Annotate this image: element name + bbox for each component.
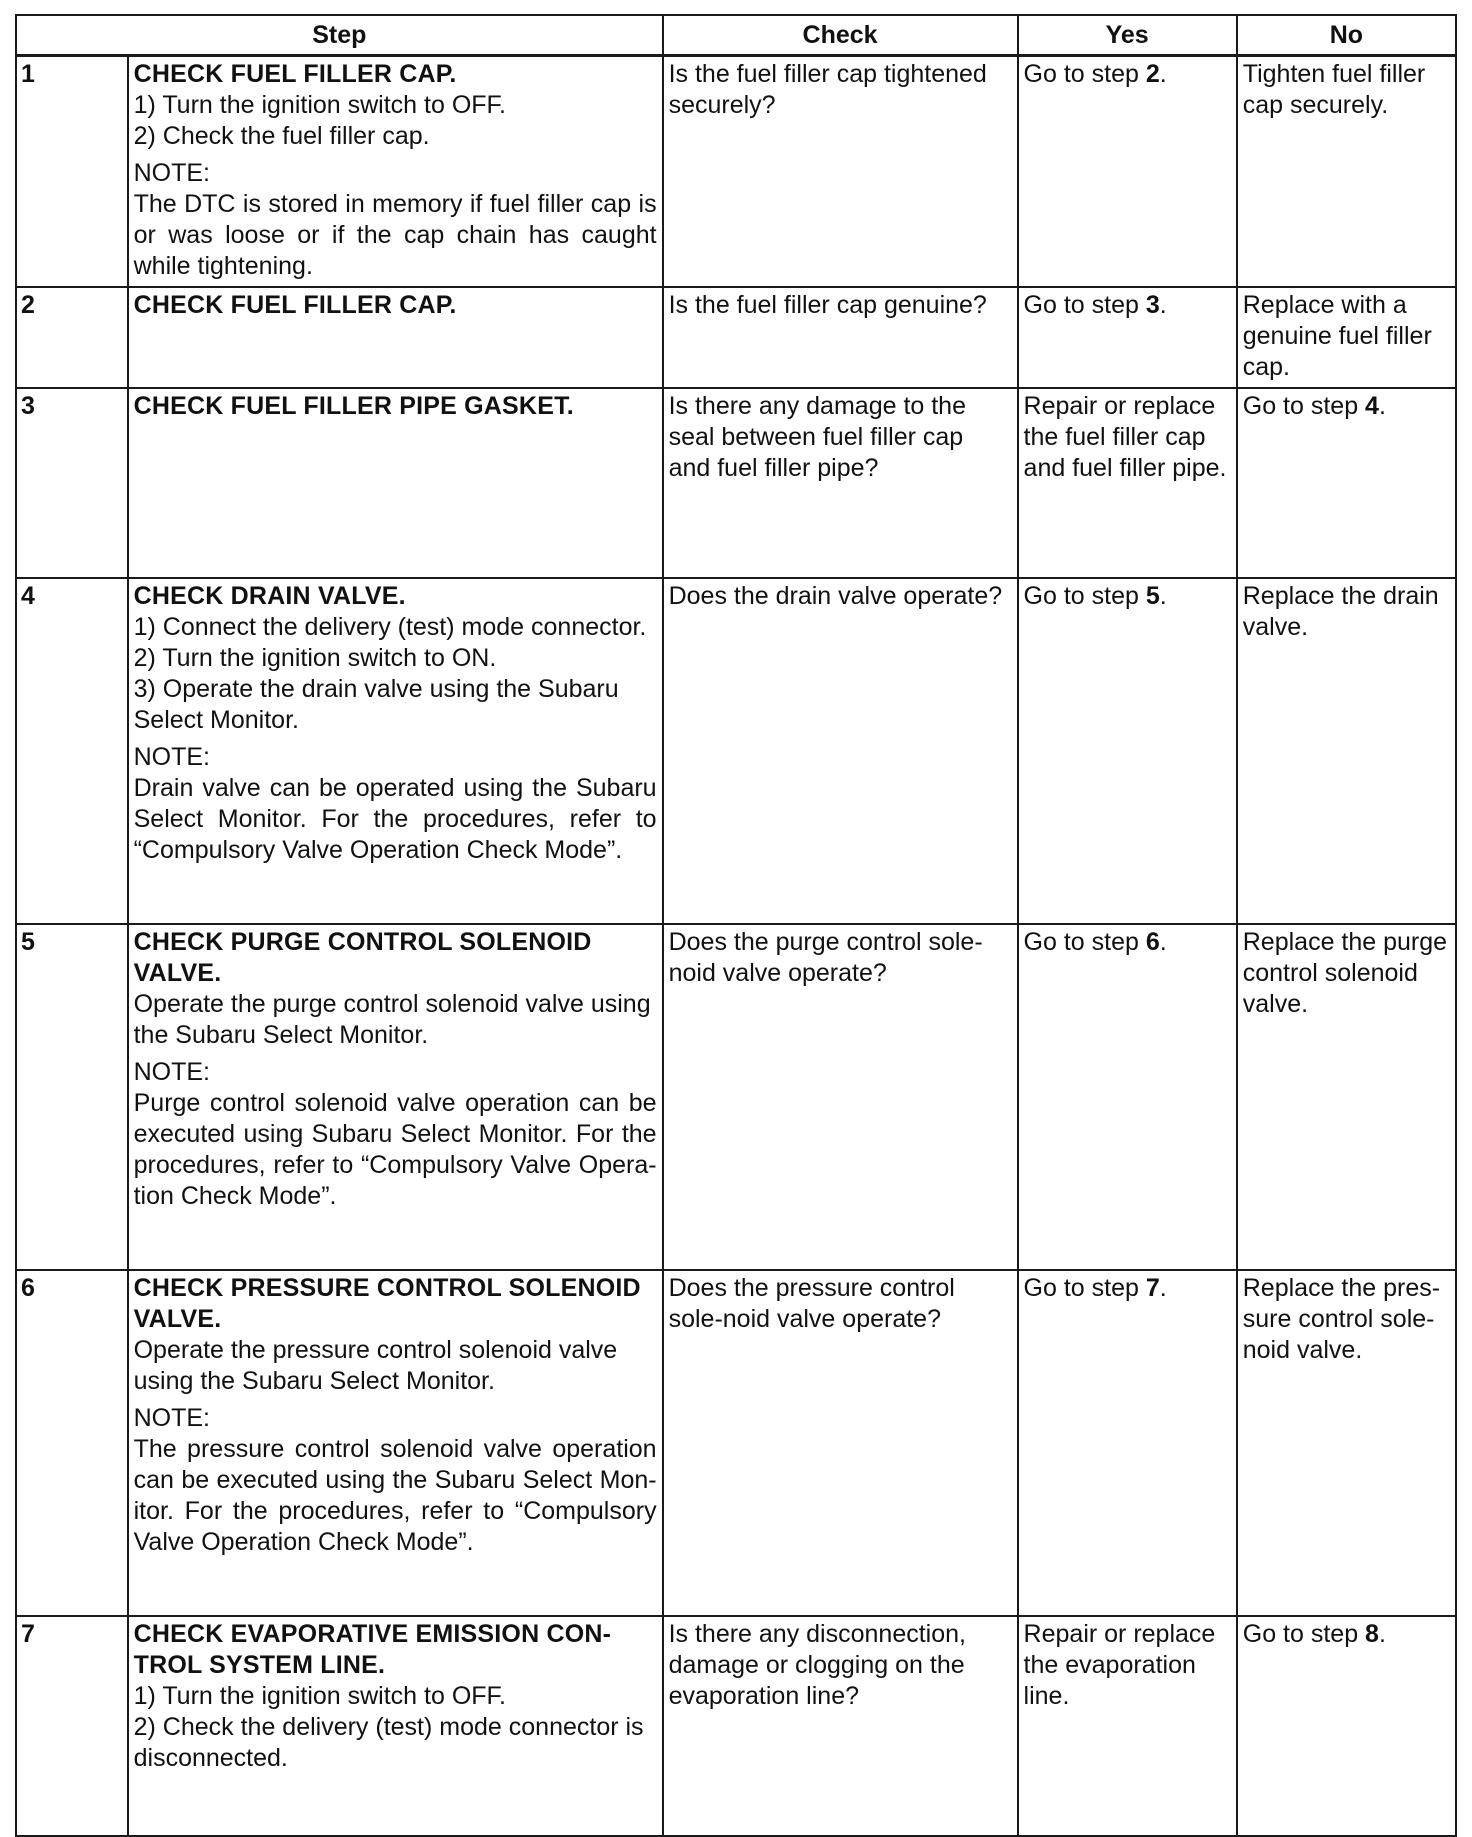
punctuation: . xyxy=(1159,60,1167,88)
note-label: NOTE: xyxy=(133,159,211,187)
step-title: CHECK DRAIN VALVE. xyxy=(133,582,406,610)
step-instruction: 2) Check the fuel filler cap. xyxy=(133,122,430,150)
no-cell xyxy=(1237,287,1456,388)
table-header-row xyxy=(16,15,1456,56)
check-cell xyxy=(663,287,1018,388)
check-question: Is the fuel filler cap genuine? xyxy=(668,291,987,319)
yes-action: Repair or replace the evaporation line. xyxy=(1023,1620,1216,1710)
step-reference: 5 xyxy=(1145,582,1160,610)
step-instruction: Operate the pressure control solenoid valve using the Subaru Select Monitor. xyxy=(133,1336,618,1395)
note-text: Drain valve can be operated using the Subaru Select Monitor. For the procedures, refer to “Compulsory Valve Operation Check Mode”. xyxy=(133,774,657,864)
no-cell xyxy=(1237,388,1456,578)
step-instruction: 1) Turn the ignition switch to OFF. xyxy=(133,1682,506,1710)
step-instruction: 3) Operate the drain valve using the Subaru Select Monitor. xyxy=(133,675,619,734)
header-yes: Yes xyxy=(1018,15,1237,56)
check-question: Is there any damage to the seal between fuel filler cap and fuel filler pipe? xyxy=(668,392,966,482)
no-action: Replace with a genuine fuel filler cap. xyxy=(1242,291,1432,381)
no-cell xyxy=(1237,578,1456,924)
step-number: 2 xyxy=(16,287,128,388)
step-title: CHECK PRESSURE CONTROL SOLENOID VALVE. xyxy=(133,1274,641,1333)
step-title: CHECK FUEL FILLER CAP. xyxy=(133,291,457,319)
yes-cell xyxy=(1018,287,1237,388)
check-question: Does the drain valve operate? xyxy=(668,582,1003,610)
yes-action: Go to step xyxy=(1023,582,1146,610)
yes-action: Go to step xyxy=(1023,1274,1146,1302)
note-label: NOTE: xyxy=(133,743,211,771)
header-step: Step xyxy=(16,15,663,56)
yes-cell xyxy=(1018,1270,1237,1616)
check-cell xyxy=(663,924,1018,1270)
step-description xyxy=(128,1616,663,1836)
step-reference: 3 xyxy=(1145,291,1160,319)
step-instruction: 2) Turn the ignition switch to ON. xyxy=(133,644,497,672)
step-title: CHECK FUEL FILLER PIPE GASKET. xyxy=(133,392,574,420)
no-action: Replace the drain valve. xyxy=(1242,582,1439,641)
step-reference: 6 xyxy=(1145,928,1160,956)
yes-action: Go to step xyxy=(1023,291,1146,319)
diagnostic-procedure-table xyxy=(15,14,1457,1837)
step-number: 7 xyxy=(16,1616,128,1836)
step-description xyxy=(128,388,663,578)
punctuation: . xyxy=(1378,392,1386,420)
no-action: Go to step xyxy=(1242,1620,1366,1648)
yes-cell xyxy=(1018,388,1237,578)
note-text: Purge control solenoid valve operation can be executed using Subaru Select Monitor. For the procedures, refer to “Compulsory Valve Opera-tion Check Mode”. xyxy=(133,1089,657,1210)
punctuation: . xyxy=(1159,291,1167,319)
note-text: The pressure control solenoid valve operation can be executed using the Subaru Select Mon-itor. For the procedures, refer to “Compulsory Valve Operation Check Mode”. xyxy=(133,1435,657,1556)
table-row xyxy=(16,924,1456,1270)
step-reference: 7 xyxy=(1145,1274,1160,1302)
step-instruction: 1) Turn the ignition switch to OFF. xyxy=(133,91,506,119)
step-title: CHECK EVAPORATIVE EMISSION CON-TROL SYSTEM LINE. xyxy=(133,1620,612,1679)
header-no: No xyxy=(1237,15,1456,56)
step-description xyxy=(128,287,663,388)
yes-action: Repair or replace the fuel filler cap and fuel filler pipe. xyxy=(1023,392,1227,482)
no-cell xyxy=(1237,1270,1456,1616)
step-title: CHECK PURGE CONTROL SOLENOID VALVE. xyxy=(133,928,592,987)
step-description xyxy=(128,56,663,288)
check-question: Is there any disconnection, damage or clogging on the evaporation line? xyxy=(668,1620,966,1710)
yes-cell xyxy=(1018,924,1237,1270)
check-question: Does the purge control sole-noid valve operate? xyxy=(668,928,983,987)
note-label: NOTE: xyxy=(133,1058,211,1086)
check-question: Does the pressure control sole-noid valve operate? xyxy=(668,1274,955,1333)
yes-action: Go to step xyxy=(1023,928,1146,956)
punctuation: . xyxy=(1159,1274,1167,1302)
table-row xyxy=(16,1616,1456,1836)
check-cell xyxy=(663,388,1018,578)
step-reference: 2 xyxy=(1145,60,1160,88)
yes-cell xyxy=(1018,578,1237,924)
step-reference: 8 xyxy=(1365,1620,1379,1648)
table-row xyxy=(16,287,1456,388)
step-instruction: Operate the purge control solenoid valve using the Subaru Select Monitor. xyxy=(133,990,651,1049)
step-number: 3 xyxy=(16,388,128,578)
no-action: Tighten fuel filler cap securely. xyxy=(1242,60,1426,119)
check-cell xyxy=(663,1270,1018,1616)
no-cell xyxy=(1237,924,1456,1270)
header-check: Check xyxy=(663,15,1018,56)
step-description xyxy=(128,1270,663,1616)
table-row xyxy=(16,388,1456,578)
yes-cell xyxy=(1018,1616,1237,1836)
step-number: 4 xyxy=(16,578,128,924)
step-instruction: 1) Connect the delivery (test) mode connector. xyxy=(133,613,647,641)
step-number: 1 xyxy=(16,56,128,288)
table-row xyxy=(16,578,1456,924)
note-text: The DTC is stored in memory if fuel filler cap is or was loose or if the cap chain has caught while tightening. xyxy=(133,190,657,280)
punctuation: . xyxy=(1159,928,1167,956)
step-instruction: 2) Check the delivery (test) mode connector is disconnected. xyxy=(133,1713,644,1772)
table-row xyxy=(16,1270,1456,1616)
step-title: CHECK FUEL FILLER CAP. xyxy=(133,60,457,88)
punctuation: . xyxy=(1159,582,1167,610)
step-description xyxy=(128,924,663,1270)
check-cell xyxy=(663,56,1018,288)
no-action: Go to step xyxy=(1242,392,1366,420)
no-cell xyxy=(1237,56,1456,288)
no-action: Replace the pres-sure control sole-noid valve. xyxy=(1242,1274,1441,1364)
step-number: 6 xyxy=(16,1270,128,1616)
punctuation: . xyxy=(1378,1620,1386,1648)
check-cell xyxy=(663,578,1018,924)
check-question: Is the fuel filler cap tightened securely? xyxy=(668,60,987,119)
no-cell xyxy=(1237,1616,1456,1836)
step-number: 5 xyxy=(16,924,128,1270)
note-label: NOTE: xyxy=(133,1404,211,1432)
yes-action: Go to step xyxy=(1023,60,1146,88)
table-row xyxy=(16,56,1456,288)
yes-cell xyxy=(1018,56,1237,288)
step-reference: 4 xyxy=(1365,392,1379,420)
check-cell xyxy=(663,1616,1018,1836)
no-action: Replace the purge control solenoid valve. xyxy=(1242,928,1448,1018)
step-description xyxy=(128,578,663,924)
